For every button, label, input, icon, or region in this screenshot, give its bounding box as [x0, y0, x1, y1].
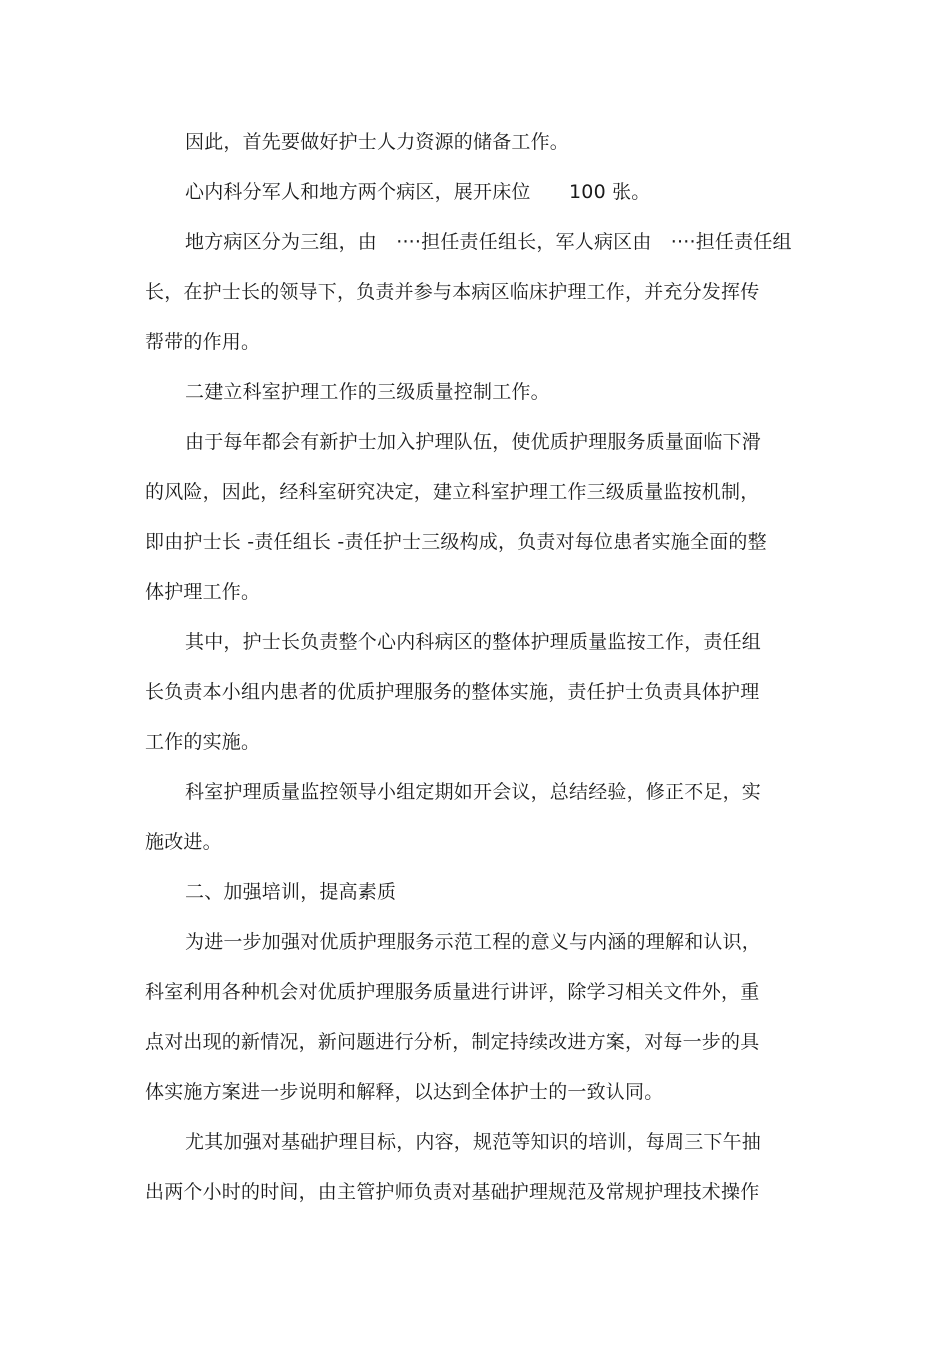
text-line: 施改进。 [145, 831, 222, 853]
text-line: 地方病区分为三组，由 ····担任责任组长，军人病区由 ····担任责任组 [185, 231, 792, 253]
text-line: 二、加强培训，提高素质 [185, 881, 397, 903]
text-line: 出两个小时的时间，由主管护师负责对基础护理规范及常规护理技术操作 [145, 1181, 760, 1203]
text-line: 长，在护士长的领导下，负责并参与本病区临床护理工作，并充分发挥传 [145, 281, 760, 303]
text-line: 尤其加强对基础护理目标，内容，规范等知识的培训，每周三下午抽 [185, 1131, 762, 1153]
text-line: 的风险，因此，经科室研究决定，建立科室护理工作三级质量监按机制， [145, 481, 760, 503]
text-line: 因此，首先要做好护士人力资源的储备工作。 [185, 131, 570, 153]
text-line: 体实施方案进一步说明和解释，以达到全体护士的一致认同。 [145, 1081, 664, 1103]
text-line: 长负责本小组内患者的优质护理服务的整体实施，责任护士负责具体护理 [145, 681, 760, 703]
text-line: 点对出现的新情况，新问题进行分析，制定持续改进方案，对每一步的具 [145, 1031, 760, 1053]
text-line: 体护理工作。 [145, 581, 261, 603]
text-line: 为进一步加强对优质护理服务示范工程的意义与内涵的理解和认识， [185, 931, 762, 953]
text-line: 科室利用各种机会对优质护理服务质量进行讲评，除学习相关文件外，重 [145, 981, 760, 1003]
text-line: 帮带的作用。 [145, 331, 261, 353]
text-line: 即由护士长 -责任组长 -责任护士三级构成，负责对每位患者实施全面的整 [145, 531, 767, 553]
text-line: 由于每年都会有新护士加入护理队伍，使优质护理服务质量面临下滑 [185, 431, 762, 453]
text-line: 心内科分军人和地方两个病区，展开床位 100 张。 [185, 181, 651, 203]
text-line: 科室护理质量监控领导小组定期如开会议，总结经验，修正不足，实 [185, 781, 762, 803]
text-line: 工作的实施。 [145, 731, 261, 753]
text-line: 其中，护士长负责整个心内科病区的整体护理质量监按工作，责任组 [185, 631, 762, 653]
text-line: 二建立科室护理工作的三级质量控制工作。 [185, 381, 550, 403]
